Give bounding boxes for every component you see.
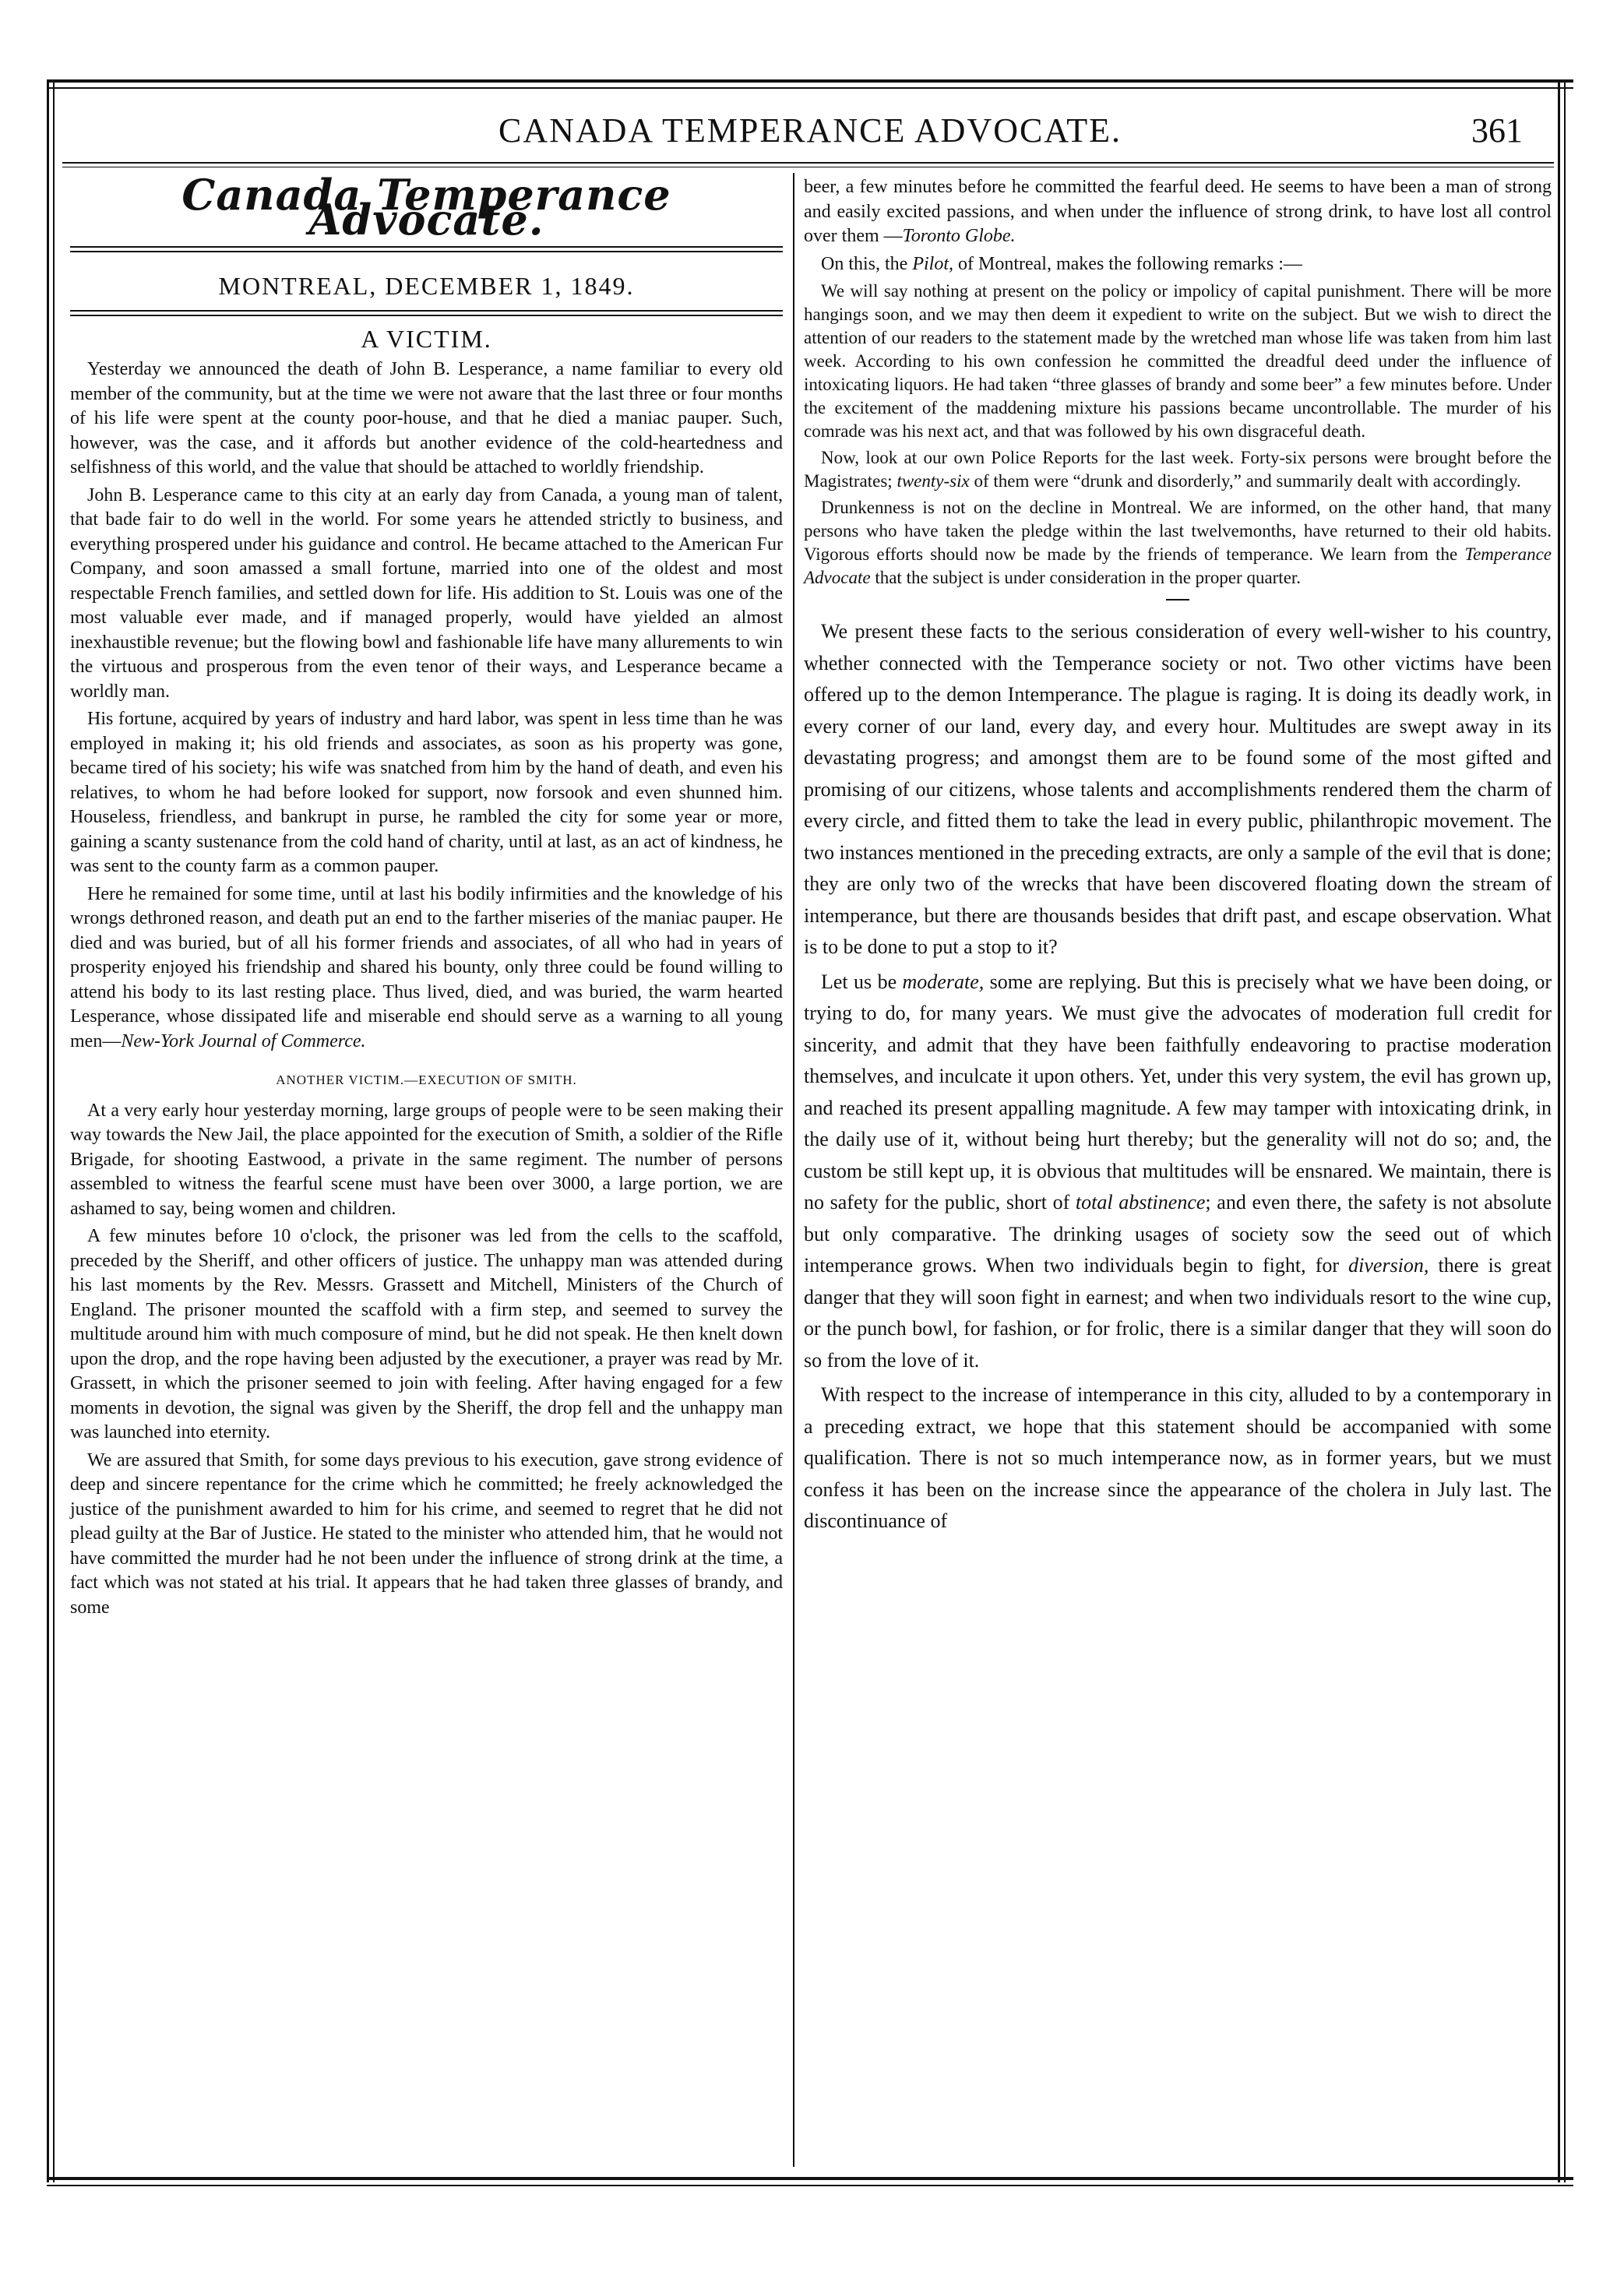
masthead: Canada Temperance Advocate. [181, 170, 671, 245]
source-attribution: New-York Journal of Commerce. [121, 1030, 366, 1051]
section-divider [1166, 599, 1189, 601]
top-border-rule [47, 79, 1573, 83]
article-heading-execution: ANOTHER VICTIM.—EXECUTION OF SMITH. [276, 1073, 577, 1087]
emphasis: total abstinence [1075, 1191, 1206, 1213]
paragraph-text: Now, look at our own Police Reports for the last week. Forty-six persons were brought before the Magistrates; [804, 448, 1552, 491]
paragraph-text: of Montreal, makes the following remarks :— [958, 253, 1302, 274]
running-header: CANADA TEMPERANCE ADVOCATE. [498, 111, 1122, 150]
page-number: 361 [1471, 111, 1523, 150]
paragraph-text: beer, a few minutes before he committed the fearful deed. He seems to have been a man of strong and easily excited passions, and when under the influence of strong drink, to have lost all control over them — [804, 177, 1552, 246]
emphasis: moderate, [902, 970, 985, 993]
paragraph-text: Let us be [821, 970, 897, 993]
paragraph: Yesterday we announced the death of John B. Lesperance, a name familiar to every old member of the community, but at the time we were not aware that the last three or four months of his life were spent at the county poor-house, and that he died a maniac pauper. Such, however, was the case, and it affords but another evidence of the cold-heartedness and selfishness of this world, and the value that should be attached to worldly friendship. [70, 359, 783, 477]
bottom-border-rule-inner [47, 2185, 1573, 2186]
bottom-border-rule [47, 2177, 1573, 2180]
quoted-paragraph [804, 446, 1552, 493]
paragraph-text: of them were “drunk and disorderly,” and summarily dealt with accordingly. [974, 471, 1521, 491]
paragraph-text: that the subject is under consideration in the proper quarter. [875, 568, 1302, 587]
masthead-rule [70, 246, 783, 252]
paragraph-text: Here he remained for some time, until at last his bodily infirmities and the knowledge of his wrongs dethroned reason, and death put an end to the farther miseries of the maniac pauper. He died and was buried, but of all his former friends and associates, of all who had in years of prosperity enjoyed his friendship and shared his bounty, only three could be found willing to attend his body to its last resting place. Thus lived, died, and was buried, the warm hearted Lesperance, whose dissipated life and miserable end should serve as a warning to all young men— [70, 883, 783, 1051]
paragraph-text: ; and even there, the safety is not absolute but only comparative. The drinking usages of society sow the seed out of which intemperance grows. When two individuals begin to fight, for [804, 1191, 1552, 1277]
paragraph [70, 882, 783, 1055]
article-heading-victim: A VICTIM. [361, 324, 492, 353]
paragraph: At a very early hour yesterday morning, large groups of people were to be seen making their way towards the New Jail, the place appointed for the execution of Smith, a soldier of the Rifle Brigade, for shooting Eastwood, a private in the same regiment. The number of persons assembled to witness the fearful scene must have been over 3000, a large portion, we are ashamed to say, being women and children. [70, 1100, 783, 1219]
header-rule [62, 162, 1554, 164]
emphasis: twenty-six [897, 471, 970, 491]
right-border-rule [1558, 79, 1560, 2182]
quoted-paragraph: We will say nothing at present on the policy or impolicy of capital punishment. There will be more hangings soon, and we may then deem it expedient to write on the subject. But we wish to direct the attention of our readers to the statement made by the wretched man whose life was taken from him last week. According to his own confession he committed the dreadful deed under the influence of intoxicating liquors. He had taken “three glasses of brandy and some beer” a few minutes before. Under the excitement of the maddening mixture his passions became uncontrollable. The murder of his comrade was his next act, and that was followed by his own disgraceful death. [804, 281, 1552, 441]
paragraph: John B. Lesperance came to this city at an early day from Canada, a young man of talent, that bade fair to do well in the world. For some years he attended strictly to business, and everything prospered under his guidance and control. He became attached to the American Fur Company, and soon amassed a small fortune, married into one of the oldest and most respectable French families, and settled down for life. His addition to St. Louis was one of the most valuable ever made, and if managed properly, would have yielded an almost inexhaustible revenue; but the flowing bowl and fashionable life have many allurements to win the virtuous and prosperous from the even tenor of their ways, and Lesperance became a worldly man. [70, 484, 783, 702]
right-border-rule-inner [1564, 79, 1566, 2182]
emphasis: diversion, [1348, 1254, 1429, 1277]
paragraph-text: Drunkenness is not on the decline in Montreal. We are informed, on the other hand, that many persons who have taken the pledge within the last twelvemonths, have returned to their old habits. Vigorous efforts should now be made by the friends of temperance. We learn from the [804, 498, 1552, 564]
right-column [804, 175, 1552, 1541]
paragraph: We are assured that Smith, for some days previous to his execution, gave strong evidence of deep and sincere repentance for the crime which he committed; he freely acknowledged the justice of the punishment awarded to him for his crime, and seemed to regret that he did not plead guilty at the Bar of Justice. He stated to the minister who attended him, that he would not have committed the murder had he not been under the influence of strong drink at the time, a fact which was not stated at his trial. It appears that he had taken three glasses of brandy, and some [70, 1449, 783, 1618]
left-border-rule-inner [53, 79, 55, 2182]
source-attribution: Toronto Globe. [902, 226, 1016, 246]
editorial-paragraph [804, 967, 1552, 1377]
paragraph-text: some are replying. But this is precisely what we have been doing, or trying to do, for many years. We must give the advocates of moderation full credit for sincerity, and admit that they have been faithfully endeavoring to practise moderation themselves, and inculcate it upon others. Yet, under this very system, the evil has grown up, and reached its present appalling magnitude. A few may tamper with intoxicating drink, in the daily use of it, without being hurt thereby; but the generality will not do so; and, the custom be still kept up, it is obvious that multitudes will be ensnared. We maintain, there is no safety for the public, short of [804, 970, 1552, 1213]
paragraph-text: On this, the [821, 253, 908, 274]
editorial-paragraph: We present these facts to the serious consideration of every well-wisher to his country, whether connected with the Temperance society or not. Two other victims have been offered up to the demon Intemperance. The plague is raging. It is doing its deadly work, in every corner of our land, every day, and every hour. Multitudes are swept away in its devastating progress; and amongst them are to be found some of the most gifted and promising of our citizens, whose talents and accomplishments rendered them the charm of every circle, and fitted them to take the lead in every public, philanthropic movement. The two instances mentioned in the preceding extracts, are only a sample of the evil that is done; they are only two of the wrecks that have been discovered floating down the stream of intemperance, but there are thousands besides that drift past, and escape observation. What is to be done to put a stop to it? [804, 620, 1552, 958]
paragraph-text: there is great danger that they will soon fight in earnest; and when two individuals resort to the wine cup, or the punch bowl, for fashion, or for frolic, there is a similar danger that they will soon do so from the love of it. [804, 1254, 1552, 1372]
paragraph [804, 175, 1552, 249]
paragraph: His fortune, acquired by years of industry and hard labor, was spent in less time than he was employed in making it; his old friends and associates, as soon as his property was gone, became tired of his society; his wife was snatched from him by the hand of death, and even his relatives, to whom he had before looked for support, now forsook and even shunned him. Houseless, friendless, and bankrupt in purse, he rambled the city for some year or more, gaining a scanty sustenance from the cold hand of charity, until at last, as an act of kindness, he was sent to the county farm as a common pauper. [70, 709, 783, 876]
paragraph [804, 252, 1552, 277]
left-border-rule [47, 79, 49, 2182]
dateline-rule [70, 310, 783, 316]
editorial-paragraph: With respect to the increase of intemperance in this city, alluded to by a contemporary in a preceding extract, we hope that this statement should be accompanied with some qualification. There is not so much intemperance now, as in former years, but we must confess it has been on the increase since the appearance of the cholera in July last. The discontinuance of [804, 1383, 1552, 1532]
dateline: MONTREAL, DECEMBER 1, 1849. [218, 272, 635, 300]
publication-name: Pilot, [912, 253, 953, 274]
quoted-paragraph [804, 496, 1552, 590]
paragraph: A few minutes before 10 o'clock, the prisoner was led from the cells to the scaffold, preceded by the Sheriff, and other officers of justice. The unhappy man was attended during his last moments by the Rev. Messrs. Grassett and Mitchell, Ministers of the Church of England. The prisoner mounted the scaffold with a firm step, and seemed to survey the multitude around him with much composure of mind, but he did not speak. He then knelt down upon the drop, and the rope having been adjusted by the executioner, a prayer was read by Mr. Grassett, in which the prisoner seemed to join with feeling. After having engaged for a few moments in devotion, the signal was given by the Sheriff, the drop fell and the unhappy man was launched into eternity. [70, 1226, 783, 1442]
column-divider [793, 173, 794, 2167]
left-column [70, 170, 783, 1623]
publication-name: Temperance Advocate [804, 544, 1552, 587]
top-border-rule-inner [47, 87, 1573, 89]
